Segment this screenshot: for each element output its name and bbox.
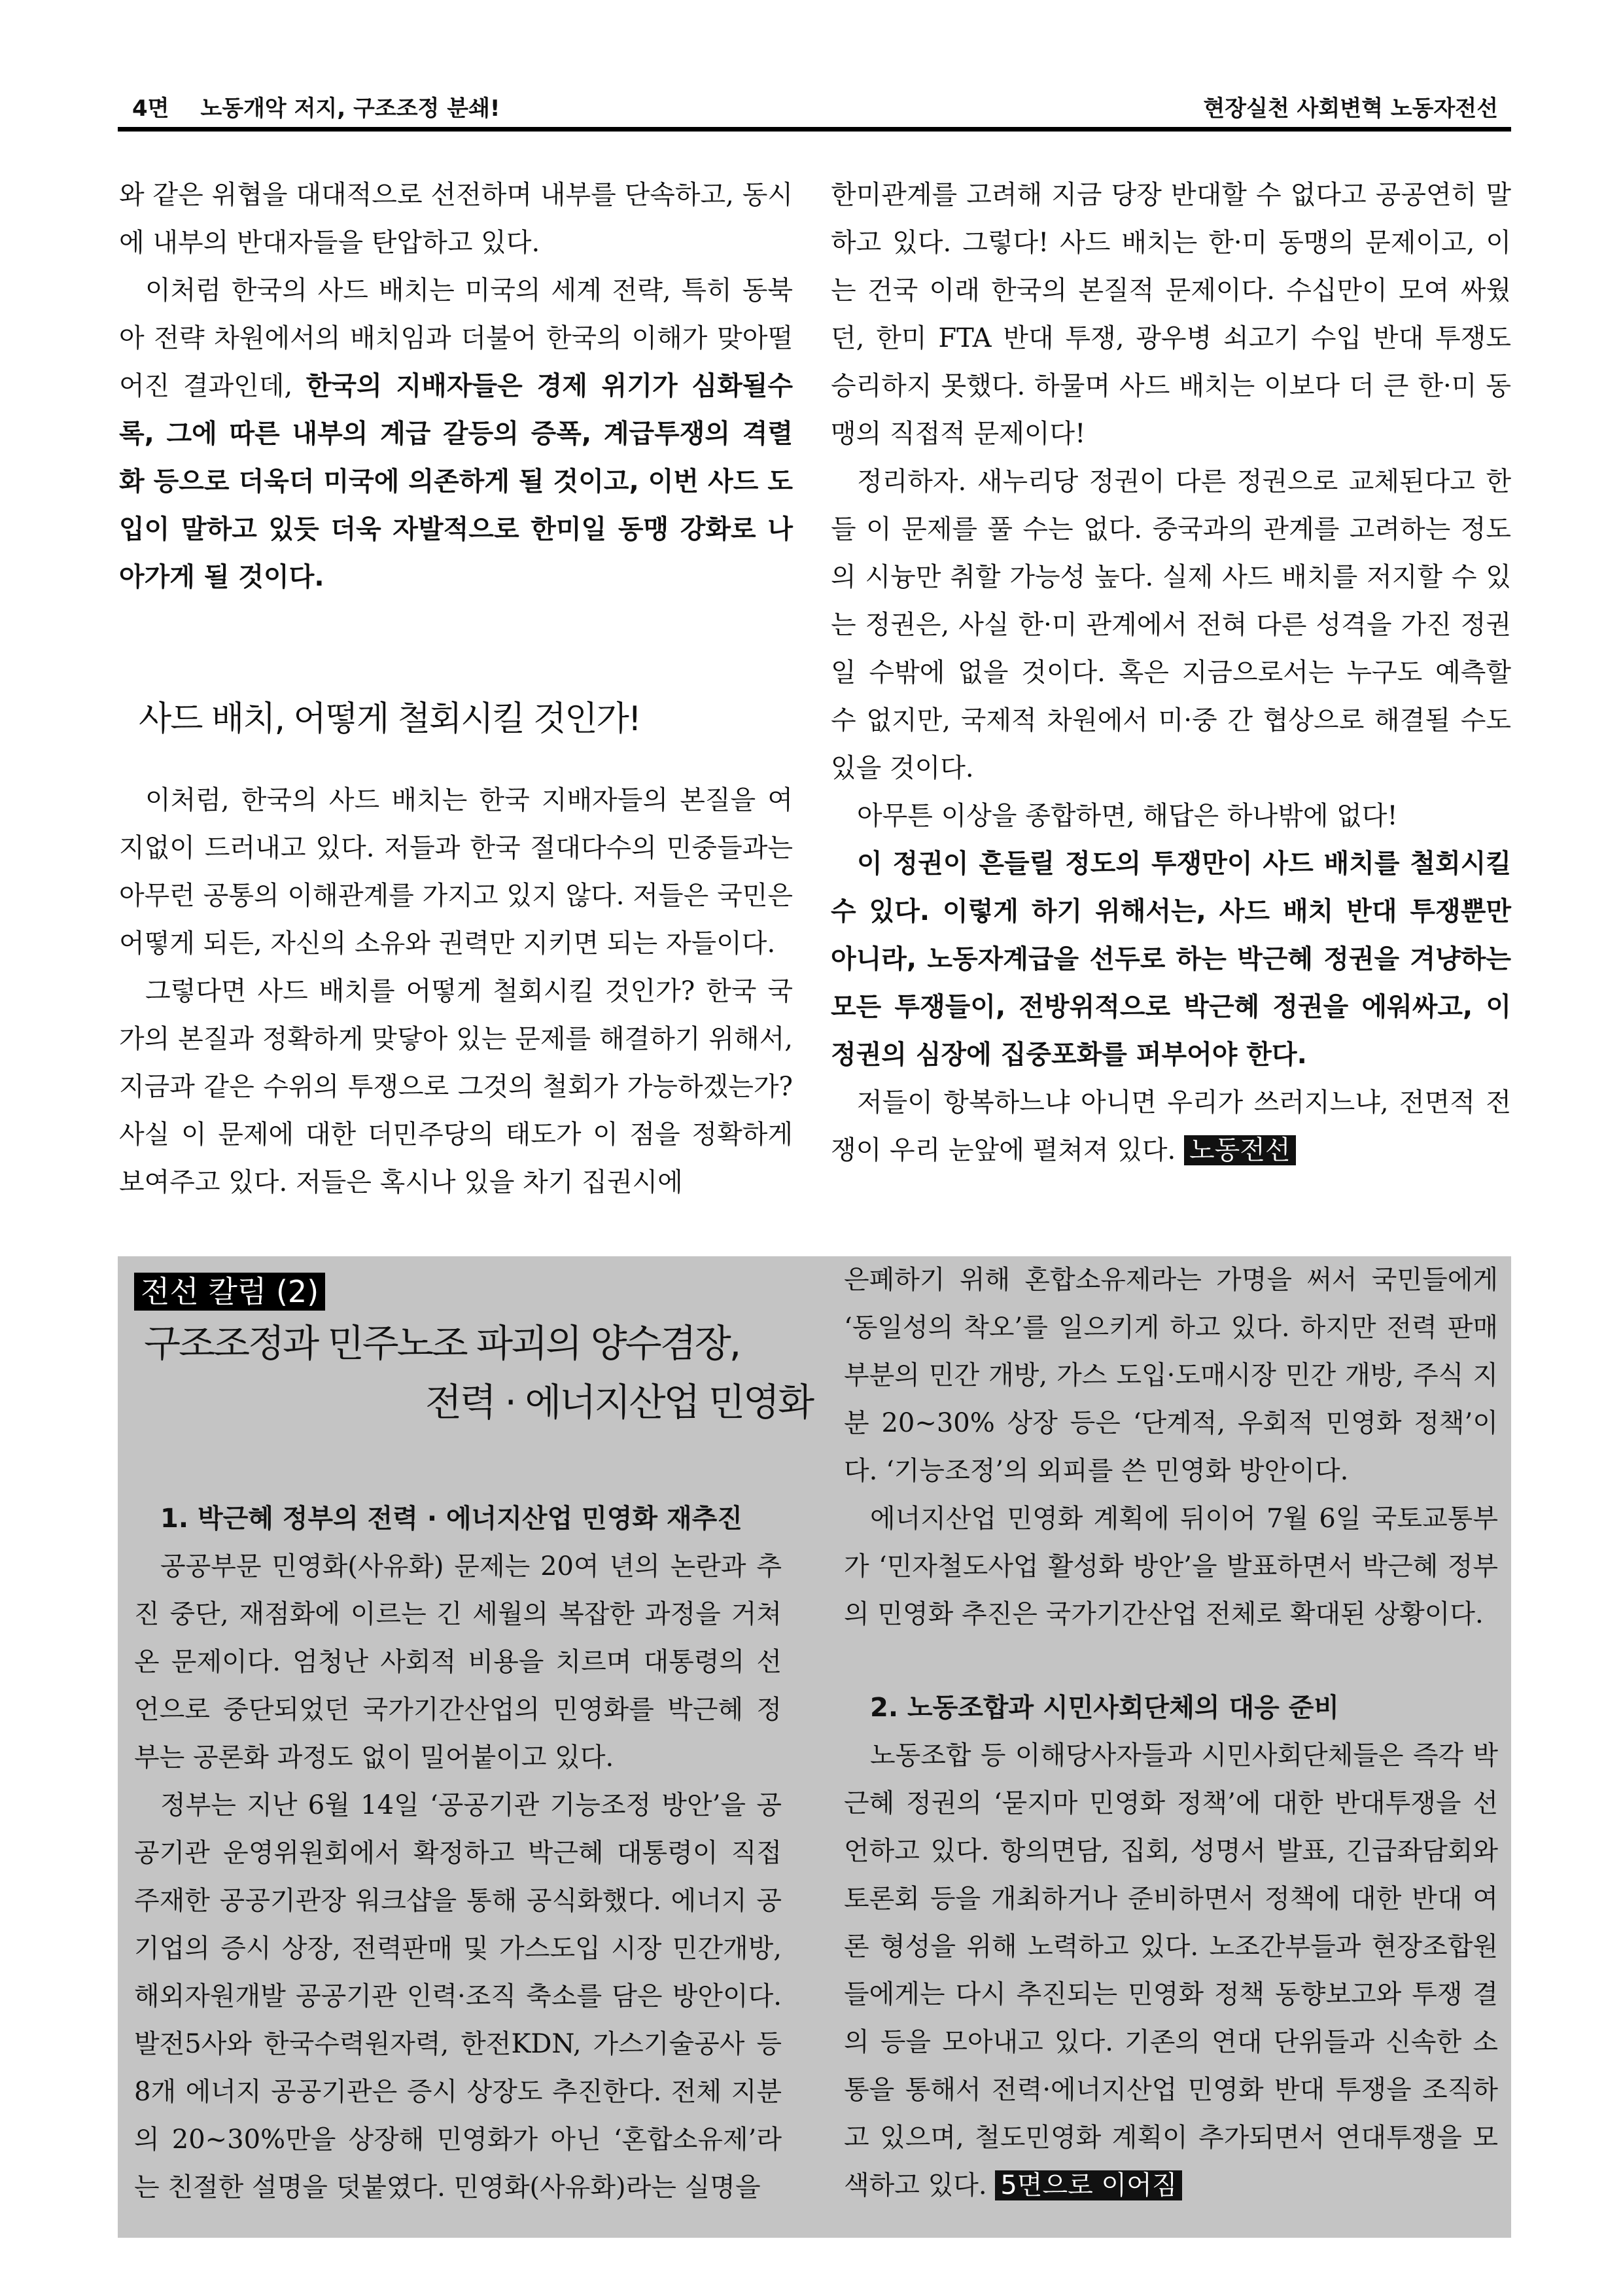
paragraph xyxy=(119,267,793,601)
bold-conclusion: 이 정권이 흔들릴 정도의 투쟁만이 사드 배치를 철회시킬 수 있다. 이렇게 하기 위해서는, 사드 배치 반대 투쟁뿐만 아니라, 노동자계급을 선두로 하는 박근혜 정권을 겨냥하는 모든 투쟁들이, 전방위적으로 박근혜 정권을 에워싸고, 이 정권의 심장에 집중포화를 퍼부어야 한다. xyxy=(831,849,1511,1070)
column-subhead: 2. 노동조합과 시민사회단체의 대응 준비 xyxy=(870,1693,1339,1723)
spacer xyxy=(844,1638,1498,1684)
continued-tag: 5면으로 이어짐 xyxy=(995,2170,1182,2200)
paragraph: 이처럼, 한국의 사드 배치는 한국 지배자들의 본질을 여지없이 드러내고 있다. 저들과 한국 절대다수의 민중들과는 아무런 공통의 이해관계를 가지고 있지 않다. 저들은 국민은 어떻게 되든, 자신의 소유와 권력만 지키면 되는 자들이다. xyxy=(119,785,793,959)
paragraph: 은폐하기 위해 혼합소유제라는 가명을 써서 국민들에게 ‘동일성의 착오’를 일으키게 하고 있다. 하지만 전력 판매부분의 민간 개방, 가스 도입·도매시장 민간 개방, 주식 지분 20~30% 상장 등은 ‘단계적, 우회적 민영화 정책’이다. ‘기능조정’의 외피를 쓴 민영화 방안이다. xyxy=(844,1265,1498,1486)
header-rule xyxy=(118,127,1511,132)
header-slogan: 노동개악 저지, 구조조정 분쇄! xyxy=(200,96,500,122)
paragraph-text: 노동조합 등 이해당사자들과 시민사회단체들은 즉각 박근혜 정권의 ‘묻지마 민영화 정책’에 대한 반대투쟁을 선언하고 있다. 항의면담, 집회, 성명서 발표, 긴급좌담회와 토론회 등을 개최하거나 준비하면서 정책에 대한 반대 여론 형성을 위해 노력하고 있다. 노조간부들과 현장조합원들에게는 다시 추진되는 민영화 정책 동향보고와 투쟁 결의 등을 모아내고 있다. 기존의 연대 단위들과 신속한 소통을 통해서 전력·에너지산업 민영화 반대 투쟁을 조직하고 있으며, 철도민영화 계획이 추가되면서 연대투쟁을 모색하고 있다. xyxy=(844,1740,1498,2200)
column-subhead: 1. 박근혜 정부의 전력 · 에너지산업 민영화 재추진 xyxy=(160,1504,742,1534)
column-title-line1: 구조조정과 민주노조 파괴의 양수겸장, xyxy=(144,1321,740,1366)
paragraph: 공공부문 민영화(사유화) 문제는 20여 년의 논란과 추진 중단, 재점화에 이르는 긴 세월의 복잡한 과정을 거쳐 온 문제이다. 엄청난 사회적 비용을 치르며 대통령의 선언으로 중단되었던 국가기간산업의 민영화를 박근혜 정부는 공론화 과정도 없이 밀어붙이고 있다. xyxy=(134,1551,782,1773)
header-org: 현장실천 사회변혁 노동자전선 xyxy=(1203,96,1498,122)
paragraph: 한미관계를 고려해 지금 당장 반대할 수 없다고 공공연히 말하고 있다. 그렇다! 사드 배치는 한·미 동맹의 문제이고, 이는 건국 이래 한국의 본질적 문제이다. 수십만이 모여 싸웠던, 한미 FTA 반대 투쟁, 광우병 쇠고기 수입 반대 투쟁도 승리하지 못했다. 하물며 사드 배치는 이보다 더 큰 한·미 동맹의 직접적 문제이다! xyxy=(831,180,1511,449)
page-number: 4면 xyxy=(132,96,169,122)
column-label: 전선 칼럼 (2) xyxy=(134,1273,325,1311)
section-title: 사드 배치, 어떻게 철회시킬 것인가! xyxy=(139,699,640,739)
paragraph: 와 같은 위협을 대대적으로 선전하며 내부를 단속하고, 동시에 내부의 반대자들을 탄압하고 있다. xyxy=(119,180,793,258)
column-text-right xyxy=(844,1256,1498,2210)
paragraph: 정리하자. 새누리당 정권이 다른 정권으로 교체된다고 한들 이 문제를 풀 수는 없다. 중국과의 관계를 고려하는 정도의 시늉만 취할 가능성 높다. 실제 사드 배치를 저지할 수 있는 정권은, 사실 한·미 관계에서 전혀 다른 성격을 가진 정권일 수밖에 없을 것이다. 혹은 지금으로서는 누구도 예측할 수 없지만, 국제적 차원에서 미·중 간 협상으로 해결될 수도 있을 것이다. xyxy=(831,467,1511,783)
article-column-left xyxy=(119,171,793,1207)
paragraph-text: 이처럼 한국의 사드 배치는 미국의 세계 전략, 특히 동북아 전략 차원에서의 배치임과 더불어 한국의 이해가 맞아떨어진 결과인데, xyxy=(119,275,793,401)
article-column-right xyxy=(831,171,1511,1174)
paragraph xyxy=(844,1732,1498,2210)
paragraph: 에너지산업 민영화 계획에 뒤이어 7월 6일 국토교통부가 ‘민자철도사업 활성화 방안’을 발표하면서 박근혜 정부의 민영화 추진은 국가기간산업 전체로 확대된 상황이다. xyxy=(844,1504,1498,1629)
paragraph xyxy=(831,1079,1511,1174)
paragraph-text: 저들이 항복하느냐 아니면 우리가 쓰러지느냐, 전면적 전쟁이 우리 눈앞에 펼쳐져 있다. xyxy=(831,1087,1511,1165)
signoff-tag: 노동전선 xyxy=(1184,1135,1296,1165)
column-text-left xyxy=(134,1495,782,2212)
bold-emphasis: 한국의 지배자들은 경제 위기가 심화될수록, 그에 따른 내부의 계급 갈등의 증폭, 계급투쟁의 격렬화 등으로 더욱더 미국에 의존하게 될 것이고, 이번 사드 도입이 말하고 있듯 더욱 자발적으로 한미일 동맹 강화로 나아가게 될 것이다. xyxy=(119,371,793,592)
paragraph: 그렇다면 사드 배치를 어떻게 철회시킬 것인가? 한국 국가의 본질과 정확하게 맞닿아 있는 문제를 해결하기 위해서, 지금과 같은 수위의 투쟁으로 그것의 철회가 가능하겠는가? 사실 이 문제에 대한 더민주당의 태도가 이 점을 정확하게 보여주고 있다. 저들은 혹시나 있을 차기 집권시에 xyxy=(119,976,793,1197)
paragraph: 아무튼 이상을 종합하면, 해답은 하나밖에 없다! xyxy=(857,801,1398,831)
column-title-line2: 전력 · 에너지산업 민영화 xyxy=(425,1380,813,1424)
header-left xyxy=(132,90,500,122)
paragraph: 정부는 지난 6월 14일 ‘공공기관 기능조정 방안’을 공공기관 운영위원회에서 확정하고 박근혜 대통령이 직접 주재한 공공기관장 워크샵을 통해 공식화했다. 에너지 공기업의 증시 상장, 전력판매 및 가스도입 시장 민간개방, 해외자원개발 공공기관 인력·조직 축소를 담은 방안이다. 발전5사와 한국수력원자력, 한전KDN, 가스기술공사 등 8개 에너지 공공기관은 증시 상장도 추진한다. 전체 지분의 20~30%만을 상장해 민영화가 아닌 ‘혼합소유제’라는 친절한 설명을 덧붙였다. 민영화(사유화)라는 실명을 xyxy=(134,1790,782,2202)
page-header xyxy=(118,72,1511,131)
